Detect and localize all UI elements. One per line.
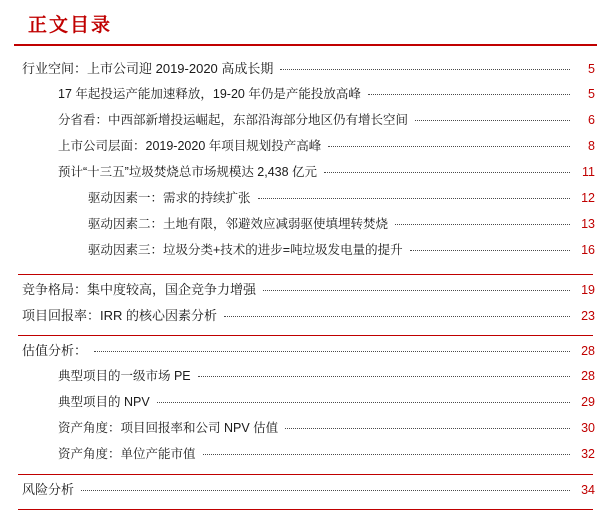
toc-entry-text: 驱动因素二：土地有限，邻避效应减弱驱使填埋转焚烧: [88, 217, 389, 231]
toc-entry[interactable]: [16, 58, 595, 84]
toc-entry-page: 11: [582, 165, 595, 179]
toc-entry-text: 分省看：中西部新增投运崛起，东部沿海部分地区仍有增长空间: [58, 113, 409, 127]
toc-leader-dots: [410, 250, 570, 251]
toc-entry-page: 5: [588, 87, 595, 101]
toc-entry[interactable]: [16, 279, 595, 305]
toc-leader-dots: [198, 376, 570, 377]
toc-entry[interactable]: [16, 84, 595, 110]
toc-entry-page: 28: [581, 344, 595, 358]
toc-entry-page: 32: [581, 447, 595, 461]
toc-leader-dots: [203, 454, 570, 455]
toc-entry-text: 项目回报率：IRR 的核心因素分析: [22, 308, 218, 323]
toc-leader-dots: [258, 198, 570, 199]
toc-list: [0, 58, 611, 510]
toc-entry-page: 5: [588, 62, 595, 76]
toc-entry-text: 上市公司层面：2019-2020 年项目规划投产高峰: [58, 139, 322, 153]
toc-entry[interactable]: [16, 240, 595, 266]
toc-entry[interactable]: [16, 110, 595, 136]
toc-title-block: [0, 0, 611, 38]
toc-entry-page: 19: [581, 283, 595, 297]
toc-entry-page: 13: [581, 217, 595, 231]
toc-leader-dots: [395, 224, 570, 225]
toc-entry-text: 驱动因素一：需求的持续扩张: [88, 191, 251, 205]
toc-leader-dots: [368, 94, 570, 95]
toc-leader-dots: [328, 146, 570, 147]
toc-entry[interactable]: [16, 366, 595, 392]
toc-entry-text: 17 年起投运产能加速释放，19-20 年仍是产能投放高峰: [58, 87, 361, 101]
page-title: 正文目录: [28, 15, 113, 36]
toc-entry[interactable]: [16, 444, 595, 470]
toc-entry-page: 30: [581, 421, 595, 435]
toc-entry-page: 29: [581, 395, 595, 409]
toc-entry-page: 23: [581, 309, 595, 323]
toc-entry-page: 16: [581, 243, 595, 257]
toc-entry-text: 驱动因素三：垃圾分类+技术的进步=吨垃圾发电量的提升: [88, 243, 403, 257]
toc-entry[interactable]: [16, 418, 595, 444]
toc-entry-page: 8: [588, 139, 595, 153]
toc-entry-text: 估值分析：: [22, 343, 88, 358]
toc-leader-dots: [285, 428, 570, 429]
toc-entry-text: 预计“十三五”垃圾焚烧总市场规模达 2,438 亿元: [58, 165, 318, 179]
title-divider: [14, 44, 597, 46]
toc-entry[interactable]: [16, 162, 595, 188]
section-spacer: [16, 266, 595, 270]
toc-entry-text: 资产角度：单位产能市值: [58, 447, 196, 461]
toc-entry-text: 典型项目的 NPV: [58, 395, 150, 409]
toc-leader-dots: [81, 490, 570, 491]
toc-entry-page: 6: [588, 113, 595, 127]
section-divider: [18, 474, 593, 475]
toc-leader-dots: [94, 351, 570, 352]
toc-entry[interactable]: [16, 136, 595, 162]
toc-leader-dots: [157, 402, 570, 403]
toc-entry-page: 12: [581, 191, 595, 205]
toc-entry[interactable]: [16, 479, 595, 505]
toc-entry-page: 34: [581, 483, 595, 497]
toc-entry[interactable]: [16, 188, 595, 214]
toc-entry-text: 资产角度：项目回报率和公司 NPV 估值: [58, 421, 279, 435]
section-divider: [18, 274, 593, 275]
toc-entry-text: 风险分析: [22, 482, 75, 497]
toc-entry-text: 行业空间：上市公司迎 2019-2020 高成长期: [22, 61, 274, 76]
toc-leader-dots: [224, 316, 570, 317]
toc-entry[interactable]: [16, 340, 595, 366]
footer-divider: [18, 509, 593, 510]
toc-leader-dots: [324, 172, 570, 173]
toc-entry-text: 竞争格局：集中度较高，国企竞争力增强: [22, 282, 257, 297]
toc-entry-text: 典型项目的一级市场 PE: [58, 369, 191, 383]
toc-entry[interactable]: [16, 214, 595, 240]
toc-leader-dots: [280, 69, 570, 70]
toc-leader-dots: [415, 120, 570, 121]
toc-leader-dots: [263, 290, 570, 291]
toc-entry[interactable]: [16, 392, 595, 418]
section-divider: [18, 335, 593, 336]
toc-entry[interactable]: [16, 305, 595, 331]
toc-entry-page: 28: [581, 369, 595, 383]
